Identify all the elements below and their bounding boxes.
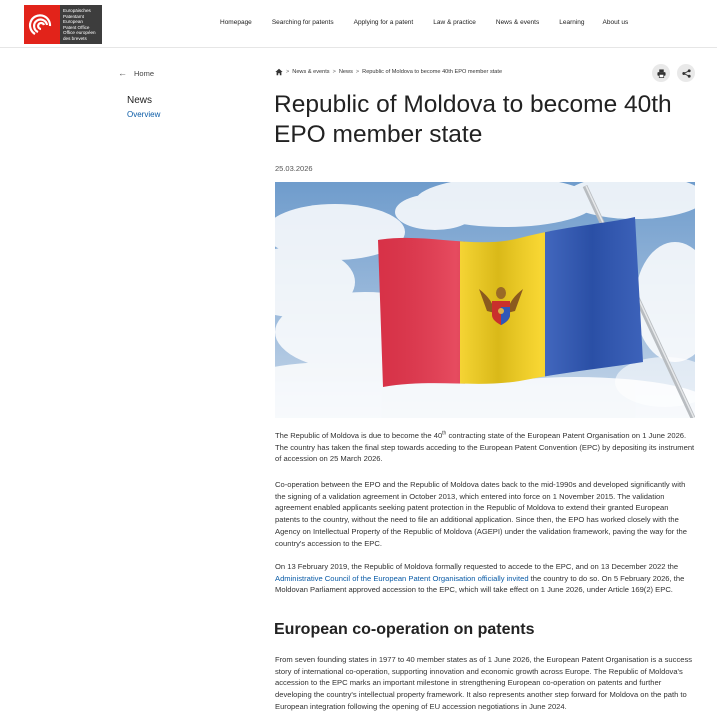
epo-logo-icon	[24, 5, 60, 44]
breadcrumb-separator: >	[332, 69, 336, 75]
nav-applying-for-a-patent[interactable]: Applying for a patent	[353, 19, 414, 26]
sidebar-item-overview[interactable]: Overview	[127, 110, 161, 119]
sidebar-section-news[interactable]: News	[127, 95, 153, 106]
nav-law-practice[interactable]: Law & practice	[433, 19, 476, 26]
article-paragraph: The Republic of Moldova is due to become the 40th contracting state of the European Patent Organisation on 1 June 2026. The country has taken the final step towards acceding to the European Patent Convention (EPC) by depositing its instrument of accession on 25 March 2026.	[275, 430, 695, 464]
home-link-label: Home	[134, 68, 155, 78]
share-button[interactable]	[677, 64, 695, 82]
epo-logo-text: Europäisches Patentamt European Patent Office Office européen des brevets	[63, 8, 96, 41]
print-button[interactable]	[652, 64, 670, 82]
print-icon	[657, 69, 666, 78]
back-home-link[interactable]	[118, 68, 154, 78]
site-header	[0, 0, 717, 48]
publication-date: 25.03.2026	[275, 164, 313, 173]
breadcrumb-separator: >	[286, 69, 290, 75]
arrow-left-icon: ←	[118, 68, 127, 78]
nav-news-events[interactable]: News & events	[495, 19, 540, 26]
moldova-flag-image	[275, 182, 695, 418]
breadcrumb-news-events[interactable]: News & events	[292, 69, 330, 75]
main-nav	[220, 19, 628, 26]
section-heading: European co-operation on patents	[274, 621, 535, 638]
breadcrumb-current: Republic of Moldova to become 40th EPO member state	[362, 69, 503, 75]
article-paragraph: On 13 February 2019, the Republic of Moldova formally requested to accede to the EPC, and on 13 December 2022 the Administrative Council of the European Patent Organisation officially invited the country to do so. On 5 February 2026, the Moldovan Parliament approved accession to the EPC, which will take effect on 1 June 2026, under Article 169(2) EPC.	[275, 562, 685, 595]
breadcrumb-separator: >	[355, 69, 360, 75]
share-icon	[682, 69, 691, 78]
administrative-council-link[interactable]: Administrative Council of the European Patent Organisation officially invited	[275, 573, 529, 583]
article-paragraph: From seven founding states in 1977 to 40 member states as of 1 June 2026, the European Patent Organisation is a success story of international co-operation, supporting innovation and economic growth across Europe. The Republic of Moldova's accession to the EPC marks an important milestone in strengthening European co-operation on patents and further developing the country's intellectual property framework. It also represents another step forward for Moldova on the path to European integration following the opening of EU accession negotiations in June 2024.	[275, 655, 693, 711]
home-icon[interactable]	[275, 68, 283, 76]
nav-homepage[interactable]: Homepage	[220, 19, 252, 26]
nav-about-us[interactable]: About us	[602, 19, 629, 26]
nav-searching-for-patents[interactable]: Searching for patents	[271, 19, 334, 26]
article-paragraph: Co-operation between the EPO and the Republic of Moldova dates back to the mid-1990s and developed significantly with the signing of a validation agreement in October 2013, which entered into force on 1 November 2015. The validation agreement enabled applicants seeking patent protection in the Republic of Moldova to extend their granted European patents to the country, without the need to file an additional application. Since then, the EPO has worked closely with the Agency on Intellectual Property of the Republic of Moldova (AGEPI) under the validation framework, paving the way for the country's accession to the EPC.	[275, 480, 687, 548]
breadcrumb-news[interactable]: News	[338, 69, 353, 75]
epo-logo[interactable]	[24, 5, 102, 44]
page-title: Republic of Moldova to become 40th EPO member state	[274, 91, 672, 148]
nav-learning[interactable]: Learning	[559, 19, 585, 26]
breadcrumb	[275, 68, 502, 76]
